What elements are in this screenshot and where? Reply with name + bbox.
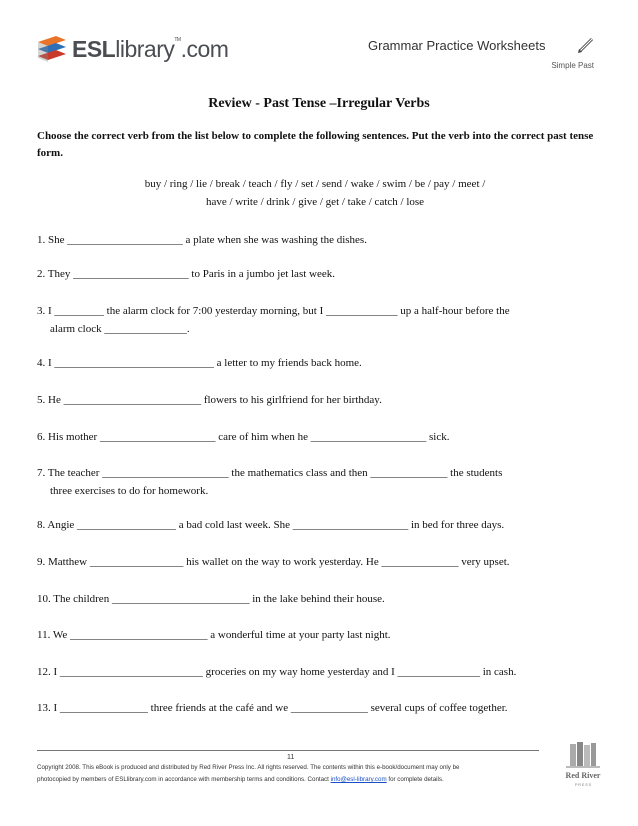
publisher-logo-sub: P R E S S	[574, 783, 592, 787]
copyright-line-2: photocopied by members of ESLlibrary.com in accordance with membership terms and conditions. Contact info@esl-library.com for complete details.	[37, 776, 444, 783]
question-1: 1. She _____________________ a plate when she was washing the dishes.	[37, 234, 367, 246]
worksheet-subtitle: Simple Past	[551, 61, 594, 70]
copyright-notice	[37, 762, 549, 786]
question-13: 13. I ________________ three friends at the café and we ______________ several cups of coffee together.	[37, 702, 508, 714]
footer-divider	[37, 750, 539, 751]
word-list-line-2: have / write / drink / give / get / take / catch / lose	[205, 196, 425, 208]
publisher-logo-text: Red River	[565, 771, 601, 780]
question-9: 9. Matthew _________________ his wallet on the way to work yesterday. He ______________ very upset.	[37, 556, 510, 568]
question-3: 3. I _________ the alarm clock for 7:00 yesterday morning, but I _____________ up a half-hour before the alarm clock _______________.	[37, 305, 510, 335]
question-12: 12. I __________________________ groceries on my way home yesterday and I _______________ in cash.	[37, 666, 517, 678]
question-5: 5. He _________________________ flowers to his girlfriend for her birthday.	[37, 394, 382, 406]
contact-email-link[interactable]: info@esl-library.com	[330, 776, 387, 783]
question-7: 7. The teacher _______________________ the mathematics class and then ______________ the students three exercises to do for homework.	[37, 467, 503, 497]
question-11: 11. We _________________________ a wonderful time at your party last night.	[37, 629, 391, 641]
logo-wordmark: ESLlibrary™.com	[72, 35, 229, 62]
esl-library-logo	[36, 34, 228, 64]
question-8: 8. Angie __________________ a bad cold last week. She _____________________ in bed for three days.	[37, 519, 505, 531]
question-4: 4. I _____________________________ a letter to my friends back home.	[37, 357, 362, 369]
pencil-icon	[576, 36, 596, 54]
word-list-line-1: buy / ring / lie / break / teach / fly / set / send / wake / swim / be / pay / meet /	[144, 178, 486, 190]
question-2: 2. They _____________________ to Paris in a jumbo jet last week.	[37, 268, 335, 280]
book-stack-icon	[36, 34, 68, 64]
question-6: 6. His mother _____________________ care of him when he _____________________ sick.	[37, 431, 450, 443]
page-title: Review - Past Tense –Irregular Verbs	[208, 96, 430, 111]
copyright-line-1: Copyright 2008. This eBook is produced and distributed by Red River Press Inc. All rights reserved. The contents within this e-book/document may only be	[37, 764, 460, 771]
question-10: 10. The children _________________________ in the lake behind their house.	[37, 593, 385, 605]
red-river-press-logo	[560, 740, 606, 790]
page-header	[0, 0, 638, 80]
worksheet-title: Grammar Practice Worksheets	[368, 38, 546, 53]
instructions: Choose the correct verb from the list below to complete the following sentences. Put the verb into the correct past tense form.	[37, 130, 594, 159]
page-number: 11	[287, 754, 295, 761]
